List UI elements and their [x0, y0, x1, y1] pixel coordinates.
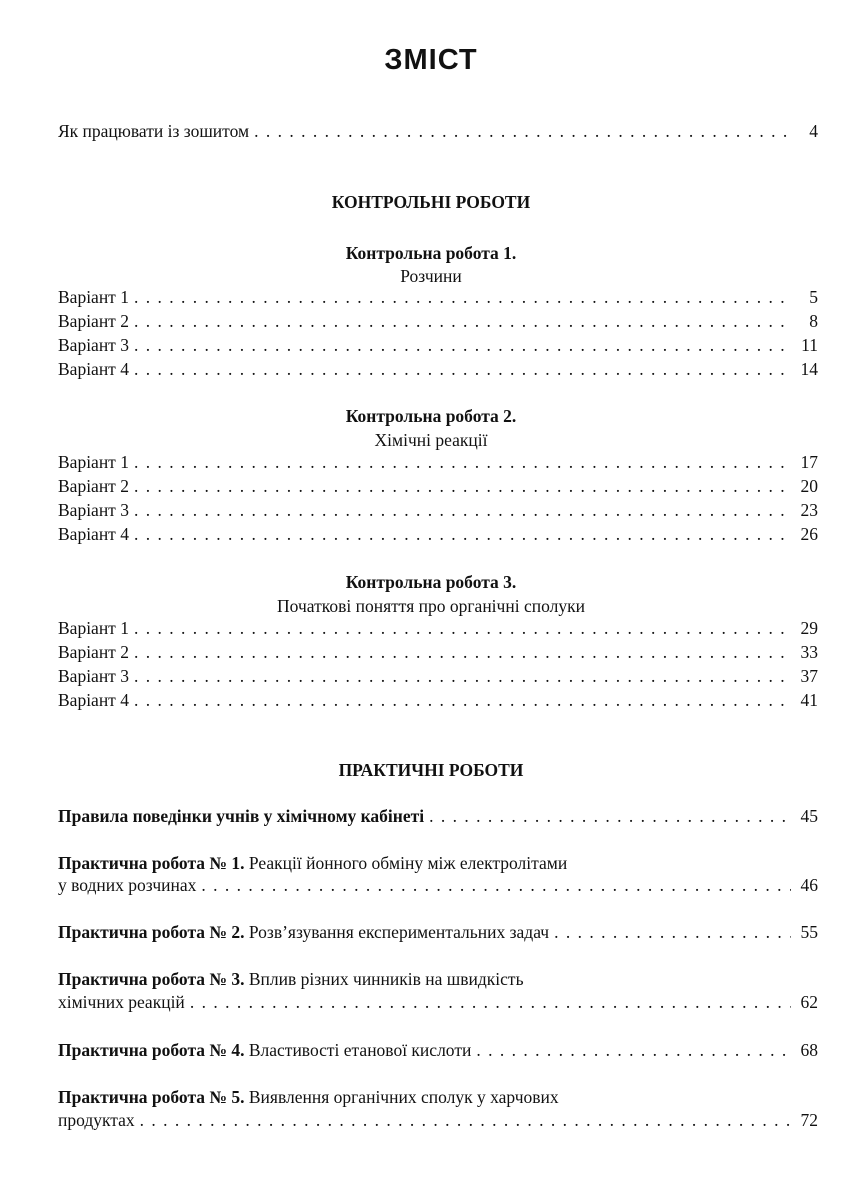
- toc-entry-variant[interactable]: [58, 452, 818, 476]
- practical-work-number: Практична робота № 2.: [58, 922, 245, 942]
- toc-entry-practical-1[interactable]: [58, 875, 818, 899]
- toc-page-number: 4: [809, 121, 818, 141]
- practical-work-title: Виявлення органічних сполук у харчових: [244, 1087, 559, 1107]
- practical-work-title: Реакції йонного обміну між електролітами: [244, 853, 568, 873]
- toc-entry-variant[interactable]: [58, 476, 818, 500]
- toc-entry-label: Варіант 3: [58, 666, 129, 686]
- practical-work-number: Практична робота № 3.: [58, 969, 245, 989]
- toc-entry-variant[interactable]: [58, 335, 818, 359]
- practical-work-number: Практична робота № 1.: [58, 853, 245, 873]
- toc-page-number: 37: [800, 666, 818, 686]
- toc-page-number: 5: [809, 287, 818, 307]
- toc-entry-practical-3[interactable]: [58, 992, 818, 1016]
- toc-entry-variant[interactable]: [58, 618, 818, 642]
- toc-page-number: 45: [800, 806, 818, 826]
- dot-leader: [134, 500, 791, 521]
- control-work-topic: Хімічні реакції: [374, 430, 488, 450]
- dot-leader: [429, 806, 791, 827]
- practical-work-title-cont: хімічних реакцій: [58, 992, 185, 1012]
- toc-entry-label: Варіант 1: [58, 618, 129, 638]
- dot-leader: [134, 690, 791, 711]
- toc-entry-label: Варіант 2: [58, 642, 129, 662]
- dot-leader: [134, 359, 791, 380]
- practical-work-title-cont: у водних розчинах: [58, 875, 197, 895]
- dot-leader: [134, 476, 791, 497]
- practical-work-title: Розв’язування експериментальних задач: [244, 922, 550, 942]
- control-work-topic: Початкові поняття про органічні сполуки: [277, 596, 585, 616]
- dot-leader: [254, 121, 791, 142]
- practical-work-title: Властивості етанової кислоти: [244, 1040, 472, 1060]
- toc-page-number: 26: [800, 524, 818, 544]
- section-heading-practical: ПРАКТИЧНІ РОБОТИ: [338, 760, 524, 780]
- toc-entry-practical-4[interactable]: [58, 1040, 818, 1064]
- practical-work-title-cont: продуктах: [58, 1110, 135, 1130]
- toc-entry-variant[interactable]: [58, 524, 818, 548]
- practical-work-number: Практична робота № 5.: [58, 1087, 245, 1107]
- dot-leader: [134, 452, 791, 473]
- toc-page-number: 62: [800, 992, 818, 1012]
- toc-entry-label: Варіант 1: [58, 287, 129, 307]
- toc-entry-variant[interactable]: [58, 359, 818, 383]
- toc-entry-variant[interactable]: [58, 311, 818, 335]
- toc-entry-label: Варіант 3: [58, 335, 129, 355]
- dot-leader: [134, 666, 791, 687]
- control-work-title: Контрольна робота 3.: [345, 572, 517, 592]
- dot-leader: [140, 1110, 791, 1131]
- toc-entry-variant[interactable]: [58, 500, 818, 524]
- toc-entry-rules[interactable]: [58, 806, 818, 830]
- toc-entry-practical-5-line1[interactable]: [58, 1087, 818, 1108]
- toc-entry-label: Правила поведінки учнів у хімічному кабінеті: [58, 806, 425, 826]
- control-work-topic: Розчини: [400, 266, 462, 286]
- toc-page-number: 17: [800, 452, 818, 472]
- toc-entry-label: Варіант 4: [58, 524, 129, 544]
- section-heading-control: КОНТРОЛЬНІ РОБОТИ: [331, 192, 531, 212]
- toc-page-number: 41: [800, 690, 818, 710]
- toc-entry-practical-1-line1[interactable]: [58, 853, 818, 874]
- toc-entry-variant[interactable]: [58, 690, 818, 714]
- toc-page-number: 23: [800, 500, 818, 520]
- toc-page-number: 8: [809, 311, 818, 331]
- toc-entry-practical-5[interactable]: [58, 1110, 818, 1134]
- page-title: ЗМІСТ: [384, 44, 478, 76]
- toc-entry-label: Як працювати із зошитом: [58, 121, 250, 141]
- toc-entry-label: Варіант 2: [58, 476, 129, 496]
- toc-entry-label: Варіант 4: [58, 690, 129, 710]
- toc-page-number: 14: [800, 359, 818, 379]
- toc-entry-label: Варіант 2: [58, 311, 129, 331]
- toc-entry-label: Варіант 4: [58, 359, 129, 379]
- toc-page-number: 11: [801, 335, 818, 355]
- toc-entry-practical-2[interactable]: [58, 922, 818, 946]
- toc-entry-practical-3-line1[interactable]: [58, 969, 818, 990]
- dot-leader: [134, 618, 791, 639]
- toc-page-number: 33: [800, 642, 818, 662]
- toc-entry-variant[interactable]: [58, 287, 818, 311]
- dot-leader: [134, 287, 791, 308]
- toc-page-number: 68: [800, 1040, 818, 1060]
- toc-entry-label: Варіант 1: [58, 452, 129, 472]
- dot-leader: [476, 1040, 791, 1061]
- toc-page-number: 55: [800, 922, 818, 942]
- toc-entry-variant[interactable]: [58, 642, 818, 666]
- toc-entry-variant[interactable]: [58, 666, 818, 690]
- practical-work-number: Практична робота № 4.: [58, 1040, 245, 1060]
- toc-page-number: 72: [800, 1110, 818, 1130]
- practical-work-title: Вплив різних чинників на швидкість: [244, 969, 524, 989]
- dot-leader: [134, 335, 791, 356]
- toc-entry-label: Варіант 3: [58, 500, 129, 520]
- toc-entry-intro[interactable]: [58, 121, 818, 145]
- dot-leader: [554, 922, 791, 943]
- toc-page-number: 46: [800, 875, 818, 895]
- toc-page-number: 29: [800, 618, 818, 638]
- dot-leader: [134, 642, 791, 663]
- dot-leader: [201, 875, 791, 896]
- control-work-title: Контрольна робота 2.: [345, 406, 517, 426]
- control-work-title: Контрольна робота 1.: [345, 243, 517, 263]
- dot-leader: [190, 992, 791, 1013]
- dot-leader: [134, 311, 791, 332]
- dot-leader: [134, 524, 791, 545]
- toc-page-number: 20: [800, 476, 818, 496]
